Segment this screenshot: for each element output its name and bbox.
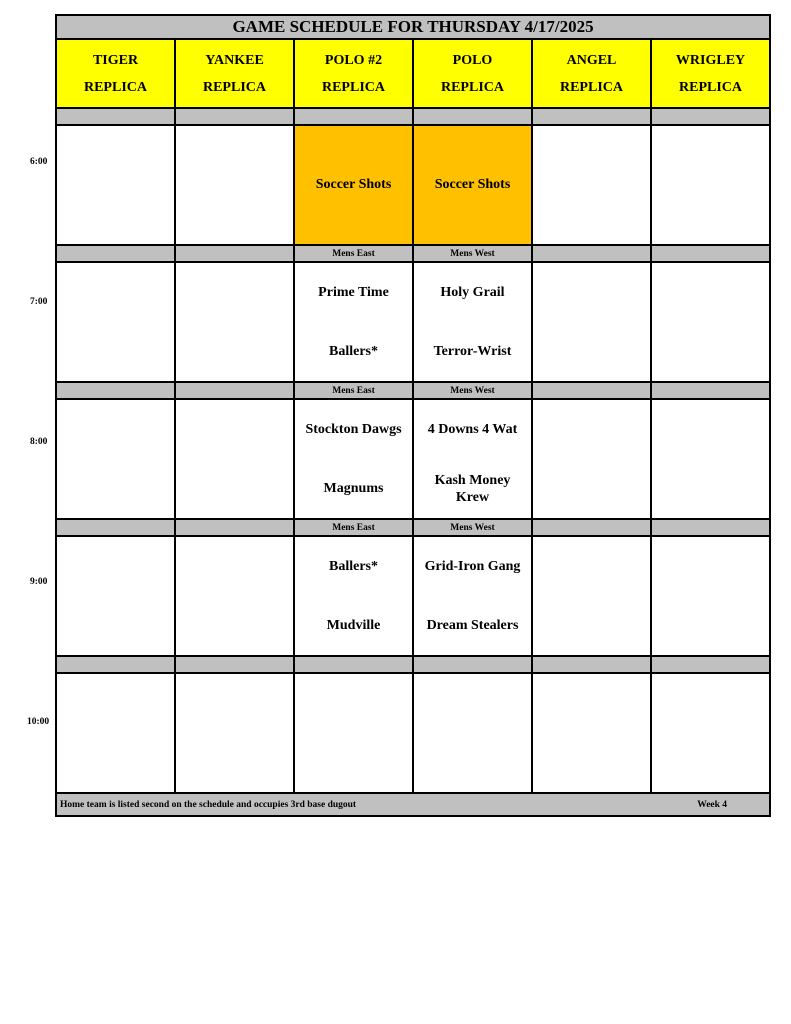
away-team: Prime Time [318, 285, 389, 300]
footer [56, 793, 770, 816]
time-slot-row [56, 399, 770, 519]
time-label: 9:00 [30, 577, 48, 587]
game-cell [651, 673, 770, 793]
league-label: Mens East [294, 245, 413, 262]
game-cell [651, 399, 770, 519]
schedule-table [55, 14, 771, 817]
game-cell [413, 125, 532, 245]
game-cell [413, 536, 532, 656]
field-header [56, 39, 175, 108]
league-label [532, 245, 651, 262]
home-team: Kash Money Krew [434, 472, 511, 505]
league-label: Mens West [413, 519, 532, 536]
field-name: WRIGLEY [675, 52, 746, 68]
league-label [56, 519, 175, 536]
league-label [651, 519, 770, 536]
home-team: Terror-Wrist [433, 344, 512, 359]
league-label [294, 108, 413, 125]
time-label: 6:00 [30, 157, 48, 167]
field-header [294, 39, 413, 108]
league-label [56, 108, 175, 125]
home-team: Dream Stealers [426, 618, 519, 633]
home-team: Ballers* [329, 344, 378, 359]
away-team: Grid-Iron Gang [424, 559, 521, 574]
home-team: Mudville [326, 618, 381, 633]
field-header [651, 39, 770, 108]
game-cell [294, 673, 413, 793]
game-cell [56, 262, 175, 382]
league-label: Mens West [413, 382, 532, 399]
league-label [175, 656, 294, 673]
home-team-note: Home team is listed second on the schedule and occupies 3rd base dugout [60, 799, 357, 810]
game-cell [175, 262, 294, 382]
league-label [532, 656, 651, 673]
game-cell [175, 673, 294, 793]
league-label [651, 656, 770, 673]
field-type: REPLICA [202, 79, 266, 95]
league-label [175, 382, 294, 399]
field-header-row [56, 39, 770, 108]
time-slot-row [56, 673, 770, 793]
game-cell [294, 262, 413, 382]
field-header [175, 39, 294, 108]
league-label-row [56, 382, 770, 399]
league-label [532, 108, 651, 125]
field-name: YANKEE [205, 52, 264, 68]
away-team: Stockton Dawgs [305, 422, 402, 437]
game-cell [651, 536, 770, 656]
league-label: Mens East [294, 382, 413, 399]
away-team: Ballers* [329, 559, 378, 574]
away-team: 4 Downs 4 Wat [427, 422, 518, 437]
game-cell [175, 536, 294, 656]
field-type: REPLICA [559, 79, 623, 95]
league-label [175, 108, 294, 125]
league-label-row [56, 656, 770, 673]
week-label: Week 4 [697, 799, 728, 810]
game-cell [651, 125, 770, 245]
schedule-title: GAME SCHEDULE FOR THURSDAY 4/17/2025 [56, 15, 770, 39]
home-team: Magnums [323, 481, 384, 496]
game-cell [413, 673, 532, 793]
game-cell [651, 262, 770, 382]
league-label [56, 656, 175, 673]
league-label [413, 656, 532, 673]
time-slot-row [56, 536, 770, 656]
game-cell [175, 399, 294, 519]
game-cell [294, 399, 413, 519]
league-label: Mens West [413, 245, 532, 262]
league-label [651, 108, 770, 125]
game-cell [56, 673, 175, 793]
footer-row [56, 793, 770, 816]
game-cell [532, 399, 651, 519]
field-name: POLO #2 [324, 52, 383, 68]
field-name: POLO [452, 52, 493, 68]
game-cell [532, 262, 651, 382]
league-label-row [56, 519, 770, 536]
league-label [175, 519, 294, 536]
league-label-row [56, 245, 770, 262]
game-cell [56, 399, 175, 519]
time-label: 7:00 [30, 297, 48, 307]
schedule-sheet [55, 14, 769, 817]
time-label: 10:00 [27, 717, 50, 727]
league-label: Mens East [294, 519, 413, 536]
game-cell [294, 125, 413, 245]
field-type: REPLICA [440, 79, 504, 95]
time-label: 8:00 [30, 437, 48, 447]
game-cell [532, 125, 651, 245]
field-type: REPLICA [83, 79, 147, 95]
league-label [413, 108, 532, 125]
game-cell [413, 399, 532, 519]
event-name: Soccer Shots [434, 177, 511, 192]
game-cell [294, 536, 413, 656]
game-cell [56, 125, 175, 245]
league-label [651, 245, 770, 262]
game-cell [413, 262, 532, 382]
field-header [532, 39, 651, 108]
league-label [56, 382, 175, 399]
league-label [175, 245, 294, 262]
event-name: Soccer Shots [315, 177, 392, 192]
field-type: REPLICA [679, 79, 743, 95]
field-type: REPLICA [321, 79, 385, 95]
time-slot-row [56, 125, 770, 245]
league-label [294, 656, 413, 673]
league-label [532, 519, 651, 536]
field-header [413, 39, 532, 108]
field-name: ANGEL [566, 52, 617, 68]
field-name: TIGER [92, 52, 139, 68]
league-label [532, 382, 651, 399]
league-label [56, 245, 175, 262]
league-label-row [56, 108, 770, 125]
away-team: Holy Grail [440, 285, 505, 300]
game-cell [175, 125, 294, 245]
game-cell [56, 536, 175, 656]
league-label [651, 382, 770, 399]
time-slot-row [56, 262, 770, 382]
game-cell [532, 536, 651, 656]
game-cell [532, 673, 651, 793]
